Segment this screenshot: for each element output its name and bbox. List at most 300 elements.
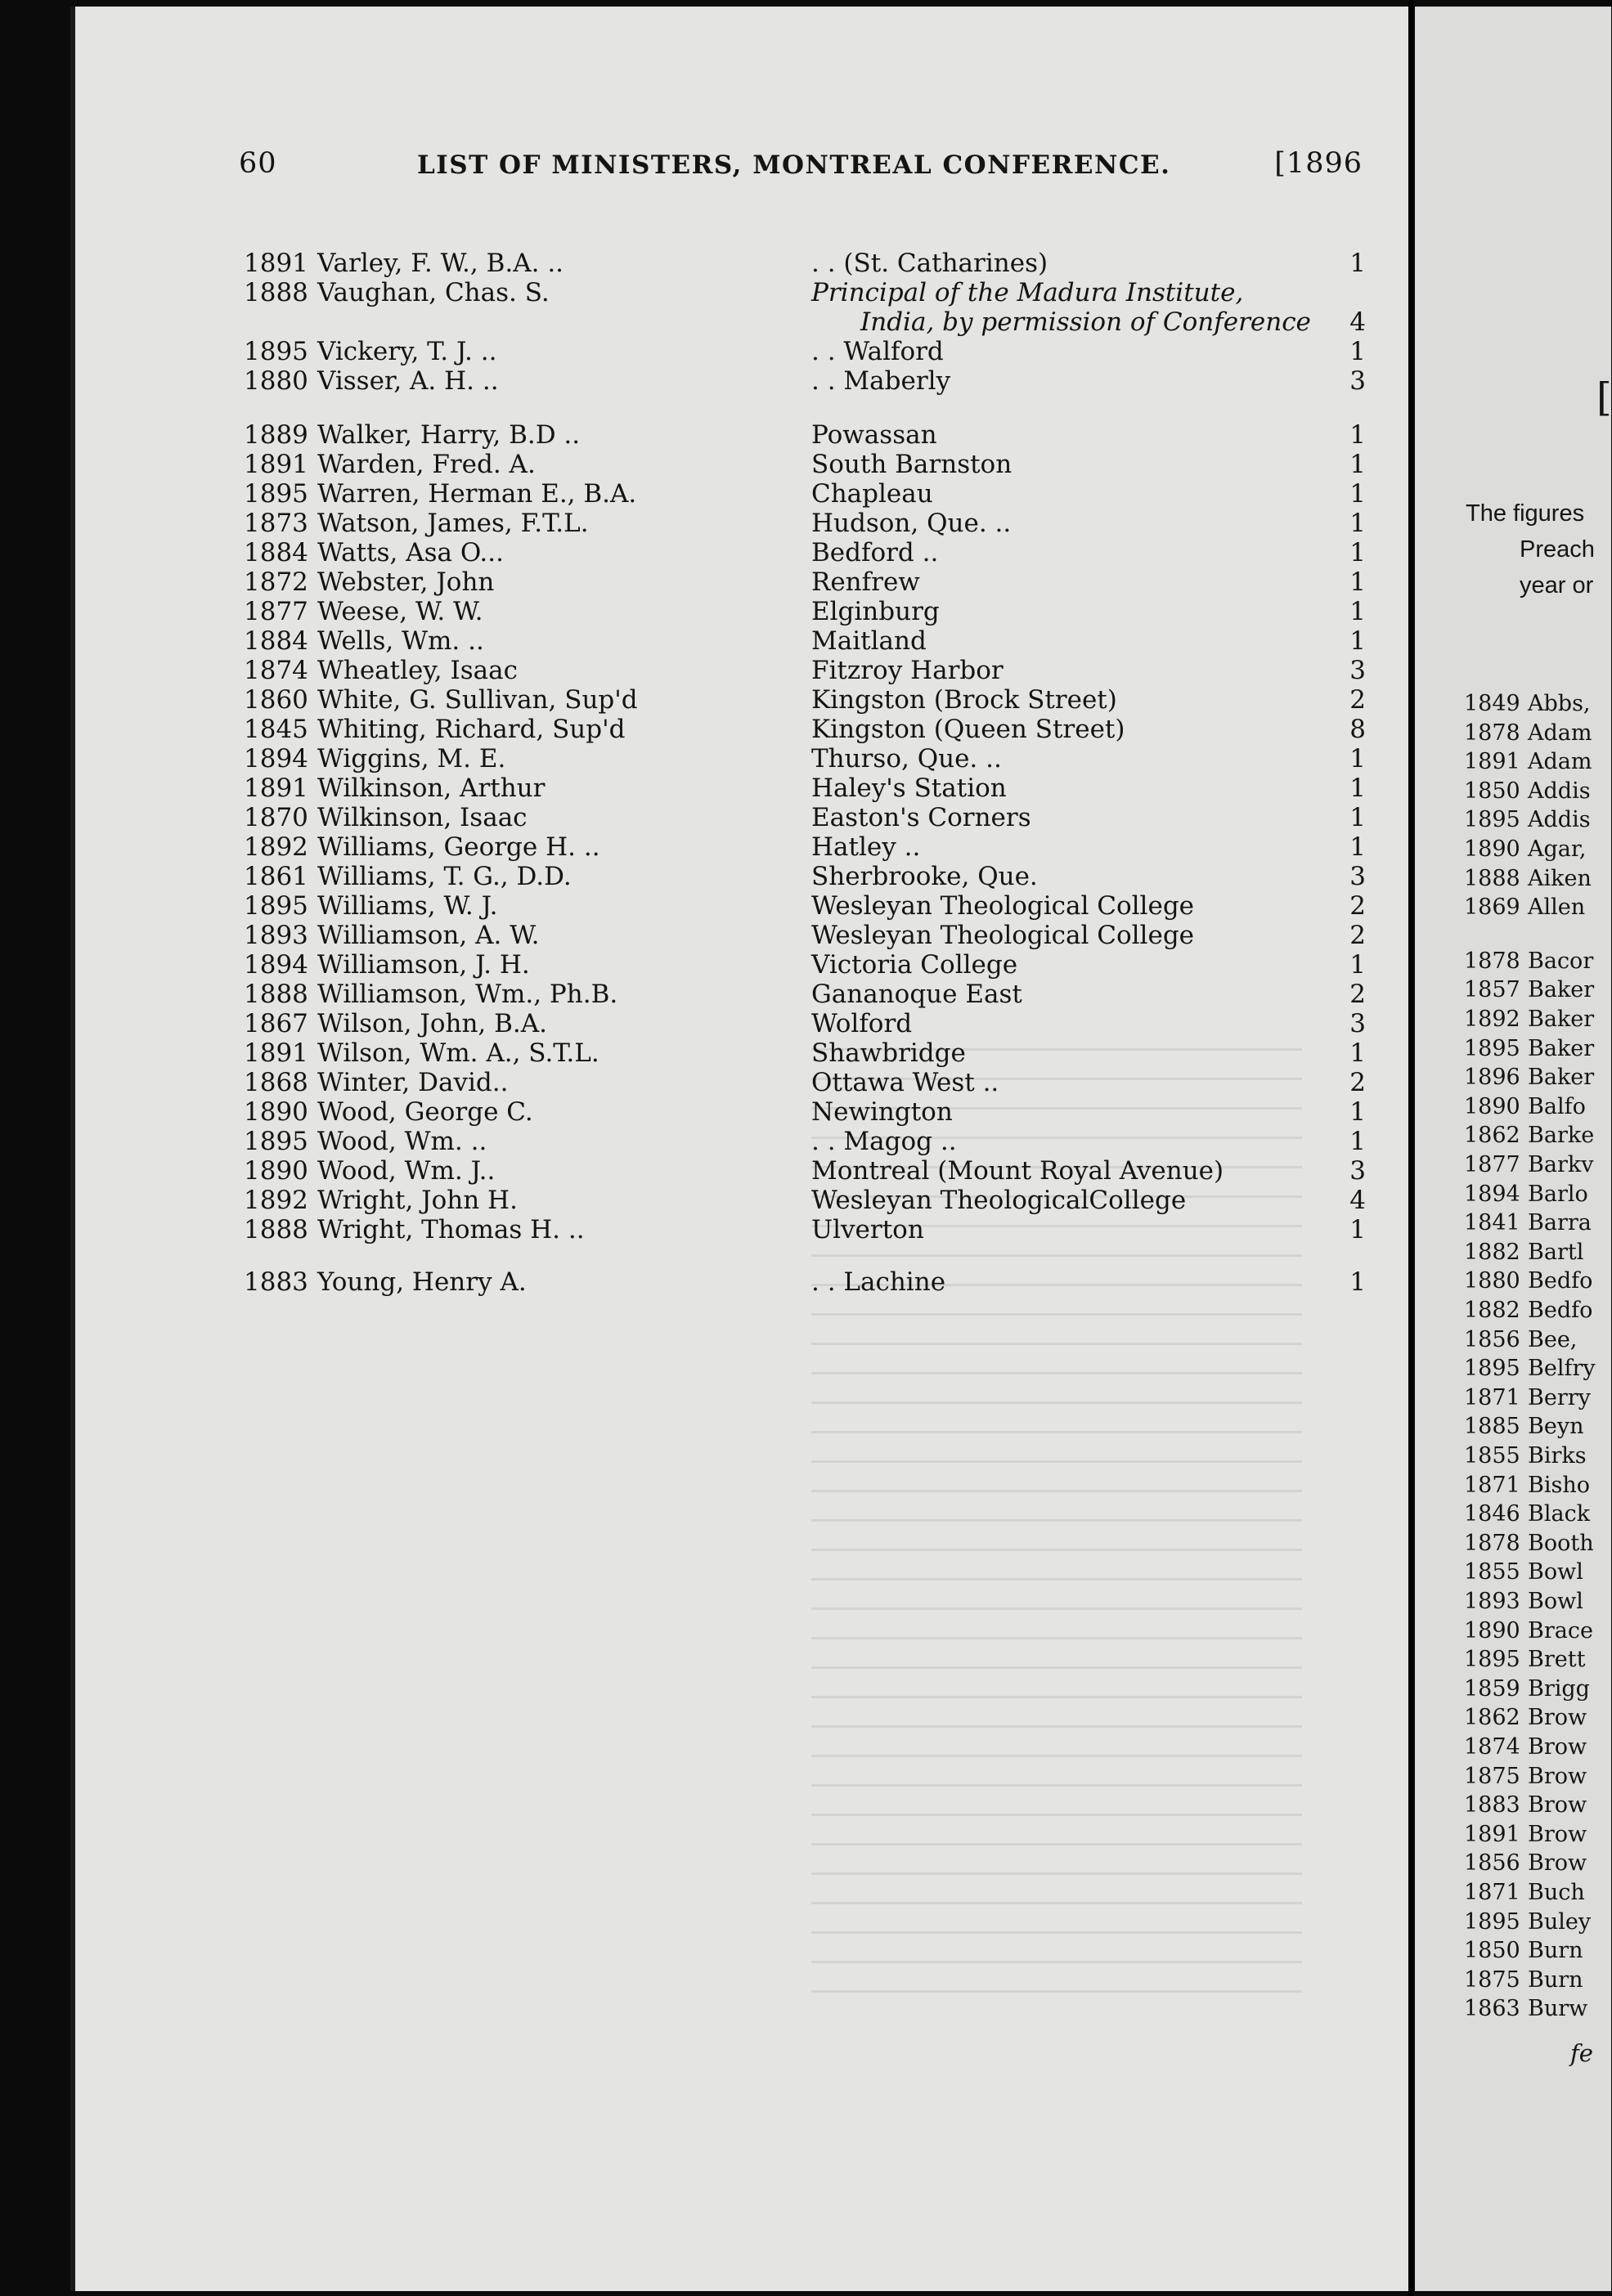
entry-year: 1889 — [244, 420, 308, 450]
list-item — [75, 1186, 1413, 1215]
list-item — [1464, 1442, 1587, 1470]
list-item — [75, 420, 1413, 450]
entry-year: 1861 — [244, 862, 308, 891]
entry-station: Maitland — [811, 626, 927, 656]
entry-year: 1891 — [244, 774, 308, 803]
entry-year: 1884 — [244, 538, 308, 567]
list-item — [1464, 1297, 1592, 1325]
entry-year: 1878 — [1464, 720, 1520, 746]
entry-year: 1891 — [244, 1038, 308, 1068]
entry-count: 2 — [1349, 891, 1366, 921]
entry-name: Wheatley, Isaac — [317, 656, 518, 685]
entry-name: Bedfo — [1528, 1268, 1593, 1294]
entry-year: 1877 — [244, 597, 308, 626]
list-item — [1464, 806, 1591, 834]
list-item — [1464, 1646, 1585, 1674]
entry-year: 1895 — [1464, 1035, 1520, 1061]
entry-year: 1885 — [1464, 1414, 1520, 1440]
entry-name: Vaughan, Chas. S. — [317, 278, 550, 307]
entry-station: Kingston (Brock Street) — [811, 685, 1117, 715]
entry-station: Bedford .. — [811, 538, 939, 567]
entry-year: 1888 — [244, 1215, 308, 1244]
entry-count: 1 — [1349, 1097, 1366, 1127]
entry-station: Hatley .. — [811, 832, 921, 862]
entry-year: 1845 — [244, 715, 308, 744]
entry-year: 1893 — [244, 921, 308, 950]
entry-year: 1895 — [244, 337, 308, 366]
entry-year: 1856 — [1464, 1850, 1520, 1877]
entry-year: 1869 — [1464, 895, 1520, 921]
entry-year: 1895 — [1464, 1647, 1520, 1673]
entry-station: Gananoque East — [811, 980, 1022, 1009]
entry-name: Brow — [1528, 1792, 1587, 1818]
entry-count: 3 — [1349, 1156, 1366, 1186]
entry-station: . . Maberly — [811, 366, 951, 396]
list-item — [1464, 720, 1592, 747]
entry-count: 3 — [1349, 1009, 1366, 1038]
page-title: LIST OF MINISTERS, MONTREAL CONFERENCE. — [417, 150, 1171, 180]
entry-year: 1890 — [244, 1156, 308, 1186]
entry-station: Sherbrooke, Que. — [811, 862, 1038, 891]
right-page — [1415, 7, 1611, 2291]
entry-name: Addis — [1528, 807, 1591, 833]
entry-name: Belfry — [1528, 1356, 1596, 1382]
list-item — [75, 479, 1413, 509]
entry-year: 1878 — [1464, 948, 1520, 974]
entry-year: 1895 — [1464, 1908, 1520, 1935]
list-item — [75, 1009, 1413, 1038]
entry-count: 1 — [1349, 1038, 1366, 1068]
entry-name: Watson, James, F.T.L. — [317, 509, 589, 538]
list-item — [1464, 865, 1592, 893]
entry-name: Warden, Fred. A. — [317, 450, 536, 479]
list-item — [75, 337, 1413, 366]
entry-name: Visser, A. H. .. — [317, 366, 499, 396]
list-item — [75, 450, 1413, 479]
entry-station: Elginburg — [811, 597, 940, 626]
entry-station: Shawbridge — [811, 1038, 966, 1068]
entry-name: Brow — [1528, 1850, 1587, 1877]
entry-name: Baker — [1528, 977, 1595, 1003]
entry-name: Winter, David.. — [317, 1068, 509, 1097]
entry-count: 1 — [1349, 803, 1366, 832]
entry-count: 4 — [1349, 307, 1366, 337]
entry-name: Bowl — [1528, 1559, 1583, 1585]
entry-name: Beyn — [1528, 1414, 1584, 1440]
intro-line-2: Preach — [1520, 536, 1595, 563]
list-item — [1464, 1850, 1587, 1877]
list-item — [1464, 948, 1593, 975]
entry-name: Williamson, Wm., Ph.B. — [317, 980, 618, 1009]
list-item — [75, 862, 1413, 891]
entry-name: Wright, Thomas H. .. — [317, 1215, 585, 1244]
entry-name: White, G. Sullivan, Sup'd — [317, 685, 638, 715]
entry-year: 1882 — [1464, 1298, 1520, 1323]
entry-count: 2 — [1349, 685, 1366, 715]
entry-name: Bisho — [1528, 1472, 1590, 1498]
entry-station: Wesleyan Theological College — [811, 891, 1195, 921]
entry-year: 1890 — [1464, 1617, 1520, 1644]
entry-year: 1867 — [244, 1009, 308, 1038]
entry-year: 1895 — [244, 891, 308, 921]
entry-name: Williams, T. G., D.D. — [317, 862, 572, 891]
entry-year: 1874 — [1464, 1734, 1520, 1760]
entry-name: Berry — [1528, 1384, 1591, 1410]
entry-name: Vickery, T. J. .. — [317, 337, 497, 366]
entry-name: Williamson, A. W. — [317, 921, 540, 950]
list-item — [75, 1127, 1413, 1156]
entry-station: . . (St. Catharines) — [811, 249, 1048, 278]
entry-name: Booth — [1528, 1530, 1594, 1556]
list-item — [1464, 894, 1585, 922]
list-item — [1464, 1006, 1594, 1034]
entry-station: Easton's Corners — [811, 803, 1031, 832]
list-item — [1464, 748, 1592, 776]
entry-year: 1894 — [1464, 1181, 1520, 1207]
entry-name: Brace — [1528, 1617, 1593, 1644]
entry-count: 1 — [1349, 479, 1366, 509]
entry-count: 2 — [1349, 1068, 1366, 1097]
list-item — [75, 715, 1413, 744]
entry-name: Wells, Wm. .. — [317, 626, 484, 656]
list-item — [1464, 1472, 1590, 1500]
entry-name: Whiting, Richard, Sup'd — [317, 715, 626, 744]
entry-year: 1888 — [244, 980, 308, 1009]
entry-station: Renfrew — [811, 567, 920, 597]
entry-name: Balfo — [1528, 1093, 1586, 1119]
list-item — [75, 538, 1413, 567]
entry-year: 1846 — [1464, 1501, 1520, 1527]
page-number: 60 — [239, 147, 277, 180]
entry-name: Young, Henry A. — [317, 1267, 527, 1297]
entry-station: Montreal (Mount Royal Avenue) — [811, 1156, 1224, 1186]
list-item — [1464, 1239, 1583, 1267]
entry-name: Agar, — [1528, 836, 1587, 862]
entry-year: 1850 — [1464, 778, 1520, 804]
entry-year: 1850 — [1464, 1938, 1520, 1964]
list-item — [1464, 1675, 1590, 1703]
entry-name: Wood, George C. — [317, 1097, 533, 1127]
entry-name: Baker — [1528, 1035, 1595, 1061]
entry-count: 8 — [1349, 715, 1366, 744]
entry-name: Wilkinson, Isaac — [317, 803, 528, 832]
entry-name: Walker, Harry, B.D .. — [317, 420, 581, 450]
list-item — [1464, 1413, 1583, 1441]
entry-count: 1 — [1349, 597, 1366, 626]
list-item — [1464, 1093, 1586, 1121]
entry-name: Burn — [1528, 1938, 1583, 1964]
list-item — [75, 832, 1413, 862]
entry-name: Black — [1528, 1501, 1591, 1527]
entry-year: 1855 — [1464, 1443, 1520, 1469]
entry-name: Williams, George H. .. — [317, 832, 600, 862]
entry-station: Ulverton — [811, 1215, 924, 1244]
entry-station: Fitzroy Harbor — [811, 656, 1004, 685]
entry-year: 1890 — [1464, 836, 1520, 862]
entry-station: Principal of the Madura Institute, — [811, 278, 1244, 307]
list-item — [75, 1267, 1413, 1297]
entry-year: 1882 — [1464, 1239, 1520, 1265]
entry-year: 1859 — [1464, 1675, 1520, 1702]
list-item — [1464, 1704, 1587, 1732]
entry-name: Barkv — [1528, 1152, 1594, 1177]
entry-count: 1 — [1349, 249, 1366, 278]
entry-name: Brow — [1528, 1821, 1587, 1847]
entry-station: Thurso, Que. .. — [811, 744, 1002, 774]
entry-year: 1883 — [244, 1267, 308, 1297]
entry-year: 1870 — [244, 803, 308, 832]
entry-count: 1 — [1349, 538, 1366, 567]
entry-year: 1841 — [1464, 1210, 1520, 1236]
entry-count: 4 — [1349, 1186, 1366, 1215]
entry-name: Birks — [1528, 1443, 1587, 1469]
list-item — [75, 249, 1413, 278]
entry-name: Adam — [1528, 720, 1592, 746]
intro-line-3: year or — [1520, 572, 1594, 599]
left-page — [70, 7, 1413, 2291]
list-item — [75, 656, 1413, 685]
list-item — [1464, 1821, 1587, 1849]
entry-year: 1896 — [1464, 1065, 1520, 1091]
entry-year: 1894 — [244, 950, 308, 980]
list-item — [75, 278, 1413, 307]
entry-name: Wright, John H. — [317, 1186, 518, 1215]
entry-name: Baker — [1528, 1007, 1595, 1032]
entry-year: 1892 — [244, 1186, 308, 1215]
list-item — [1464, 1151, 1593, 1179]
list-item — [75, 980, 1413, 1009]
entry-station: . . Lachine — [811, 1267, 946, 1297]
entry-name: Brow — [1528, 1705, 1587, 1731]
list-item — [75, 1068, 1413, 1097]
entry-year: 1871 — [1464, 1384, 1520, 1410]
entry-station: Ottawa West .. — [811, 1068, 999, 1097]
entry-name: Barke — [1528, 1123, 1595, 1149]
list-item — [1464, 1035, 1594, 1063]
entry-station: Wesleyan TheologicalCollege — [811, 1186, 1187, 1215]
list-item — [1464, 836, 1586, 863]
entry-name: Wood, Wm. .. — [317, 1127, 487, 1156]
entry-name: Buch — [1528, 1880, 1585, 1905]
list-item — [1464, 1763, 1587, 1791]
list-item — [1464, 1792, 1587, 1819]
list-item — [1464, 1500, 1590, 1528]
list-item — [75, 1215, 1413, 1244]
entry-year: 1862 — [1464, 1705, 1520, 1731]
entry-name: Barlo — [1528, 1181, 1588, 1207]
list-item — [1464, 1879, 1585, 1907]
list-item — [75, 921, 1413, 950]
entry-year: 1891 — [244, 450, 308, 479]
list-item — [75, 366, 1413, 396]
list-item — [1464, 1908, 1591, 1936]
page-gutter — [1408, 0, 1413, 2296]
entry-year: 1892 — [1464, 1007, 1520, 1032]
entry-year: 1892 — [244, 832, 308, 862]
list-item — [1464, 1384, 1591, 1412]
entry-name: Williams, W. J. — [317, 891, 498, 921]
intro-line-1: The figures — [1466, 500, 1585, 527]
list-item — [1464, 1530, 1594, 1558]
entry-year: 1890 — [244, 1097, 308, 1127]
entry-count: 1 — [1349, 337, 1366, 366]
entry-year: 1893 — [1464, 1589, 1520, 1614]
entry-count: 1 — [1349, 1215, 1366, 1244]
entry-name: Brigg — [1528, 1675, 1590, 1702]
entry-year: 1856 — [1464, 1326, 1520, 1352]
entry-station: Wolford — [811, 1009, 913, 1038]
page-header — [239, 147, 1363, 196]
list-item — [1464, 1064, 1594, 1092]
entry-year: 1880 — [1464, 1268, 1520, 1294]
entry-name: Baker — [1528, 1065, 1595, 1091]
entry-count: 1 — [1349, 744, 1366, 774]
list-item — [75, 597, 1413, 626]
entry-count: 1 — [1349, 1267, 1366, 1297]
entry-station: India, by permission of Conference — [860, 307, 1311, 337]
list-item — [75, 626, 1413, 656]
entry-name: Bacor — [1528, 948, 1594, 974]
list-item — [1464, 1558, 1583, 1586]
list-item — [75, 1038, 1413, 1068]
list-item — [75, 774, 1413, 803]
entry-count: 1 — [1349, 832, 1366, 862]
entry-year: 1891 — [1464, 749, 1520, 775]
list-item — [1464, 1617, 1593, 1645]
entry-station: Powassan — [811, 420, 937, 450]
entry-name: Wiggins, M. E. — [317, 744, 506, 774]
entry-year: 1871 — [1464, 1880, 1520, 1905]
list-item — [1464, 778, 1591, 805]
list-item — [1464, 1209, 1592, 1237]
entry-count: 2 — [1349, 921, 1366, 950]
entry-name: Williamson, J. H. — [317, 950, 530, 980]
entry-year: 1873 — [244, 509, 308, 538]
list-item — [75, 1097, 1413, 1127]
entry-year: 1895 — [1464, 1356, 1520, 1382]
entry-year: 1895 — [244, 479, 308, 509]
list-item — [1464, 1181, 1588, 1209]
entry-name: Bowl — [1528, 1589, 1583, 1614]
entry-name: Brow — [1528, 1734, 1587, 1760]
entry-year: 1880 — [244, 366, 308, 396]
entry-count: 1 — [1349, 420, 1366, 450]
entry-year: 1857 — [1464, 977, 1520, 1003]
entry-count: 2 — [1349, 980, 1366, 1009]
entry-station: . . Magog .. — [811, 1127, 957, 1156]
entry-count: 1 — [1349, 626, 1366, 656]
entry-year: 1863 — [1464, 1996, 1520, 2022]
list-item — [75, 509, 1413, 538]
list-item — [75, 567, 1413, 597]
entry-year: 1868 — [244, 1068, 308, 1097]
entry-year: 1877 — [1464, 1152, 1520, 1177]
entry-name: Buley — [1528, 1908, 1592, 1935]
entry-year: 1855 — [1464, 1559, 1520, 1585]
right-bracket: [ — [1596, 374, 1612, 420]
entry-name: Adam — [1528, 749, 1592, 775]
list-item — [1464, 1326, 1577, 1354]
entry-name: Burn — [1528, 1966, 1583, 1993]
entry-year: 1883 — [1464, 1792, 1520, 1818]
entry-station: Kingston (Queen Street) — [811, 715, 1125, 744]
entry-name: Wilkinson, Arthur — [317, 774, 546, 803]
entry-station: South Barnston — [811, 450, 1013, 479]
list-item — [1464, 1122, 1594, 1150]
entry-count: 1 — [1349, 950, 1366, 980]
entry-count: 1 — [1349, 450, 1366, 479]
list-item — [1464, 1588, 1583, 1616]
entry-station: Wesleyan Theological College — [811, 921, 1195, 950]
entry-name: Weese, W. W. — [317, 597, 483, 626]
entry-year: 1871 — [1464, 1472, 1520, 1498]
entry-year: 1849 — [1464, 691, 1520, 716]
entry-name: Wilson, John, B.A. — [317, 1009, 547, 1038]
entry-station: Chapleau — [811, 479, 933, 509]
list-item — [75, 891, 1413, 921]
entry-name: Wood, Wm. J.. — [317, 1156, 496, 1186]
list-item — [1464, 1995, 1587, 2023]
entry-count: 3 — [1349, 366, 1366, 396]
entry-name: Wilson, Wm. A., S.T.L. — [317, 1038, 599, 1068]
entry-year: 1878 — [1464, 1530, 1520, 1556]
entry-year: 1888 — [1464, 865, 1520, 891]
entry-name: Burw — [1528, 1996, 1588, 2022]
entry-year: 1875 — [1464, 1966, 1520, 1993]
list-item — [1464, 1355, 1596, 1383]
list-item — [1464, 690, 1591, 718]
entry-year: 1860 — [244, 685, 308, 715]
entry-name: Brett — [1528, 1647, 1586, 1673]
list-item — [75, 950, 1413, 980]
entry-year: 1895 — [1464, 807, 1520, 833]
list-item — [75, 803, 1413, 832]
entry-year: 1891 — [244, 249, 308, 278]
entry-count: 1 — [1349, 1127, 1366, 1156]
entry-name: Abbs, — [1528, 691, 1591, 716]
entry-count: 1 — [1349, 509, 1366, 538]
list-item — [1464, 1937, 1583, 1965]
entry-station: . . Walford — [811, 337, 944, 366]
right-footer: fe — [1570, 2039, 1593, 2067]
list-item — [75, 1156, 1413, 1186]
entry-year: 1862 — [1464, 1123, 1520, 1149]
entry-name: Allen — [1528, 895, 1586, 921]
entry-year: 1884 — [244, 626, 308, 656]
list-item — [75, 685, 1413, 715]
entry-station: Newington — [811, 1097, 953, 1127]
list-item — [1464, 976, 1594, 1004]
entry-year: 1891 — [1464, 1821, 1520, 1847]
list-item — [1464, 1733, 1587, 1761]
entry-name: Brow — [1528, 1763, 1587, 1789]
entry-year: 1895 — [244, 1127, 308, 1156]
page-year: [1896 — [1274, 147, 1363, 180]
entry-year: 1872 — [244, 567, 308, 597]
entry-name: Bedfo — [1528, 1298, 1593, 1323]
entry-name: Bee, — [1528, 1326, 1578, 1352]
entry-year: 1874 — [244, 656, 308, 685]
entry-count: 3 — [1349, 656, 1366, 685]
list-item — [75, 744, 1413, 774]
entry-count: 1 — [1349, 774, 1366, 803]
entry-name: Watts, Asa O... — [317, 538, 504, 567]
entry-name: Warren, Herman E., B.A. — [317, 479, 637, 509]
entry-station: Hudson, Que. .. — [811, 509, 1012, 538]
list-item — [75, 307, 1413, 337]
entry-year: 1894 — [244, 744, 308, 774]
entry-name: Bartl — [1528, 1239, 1584, 1265]
